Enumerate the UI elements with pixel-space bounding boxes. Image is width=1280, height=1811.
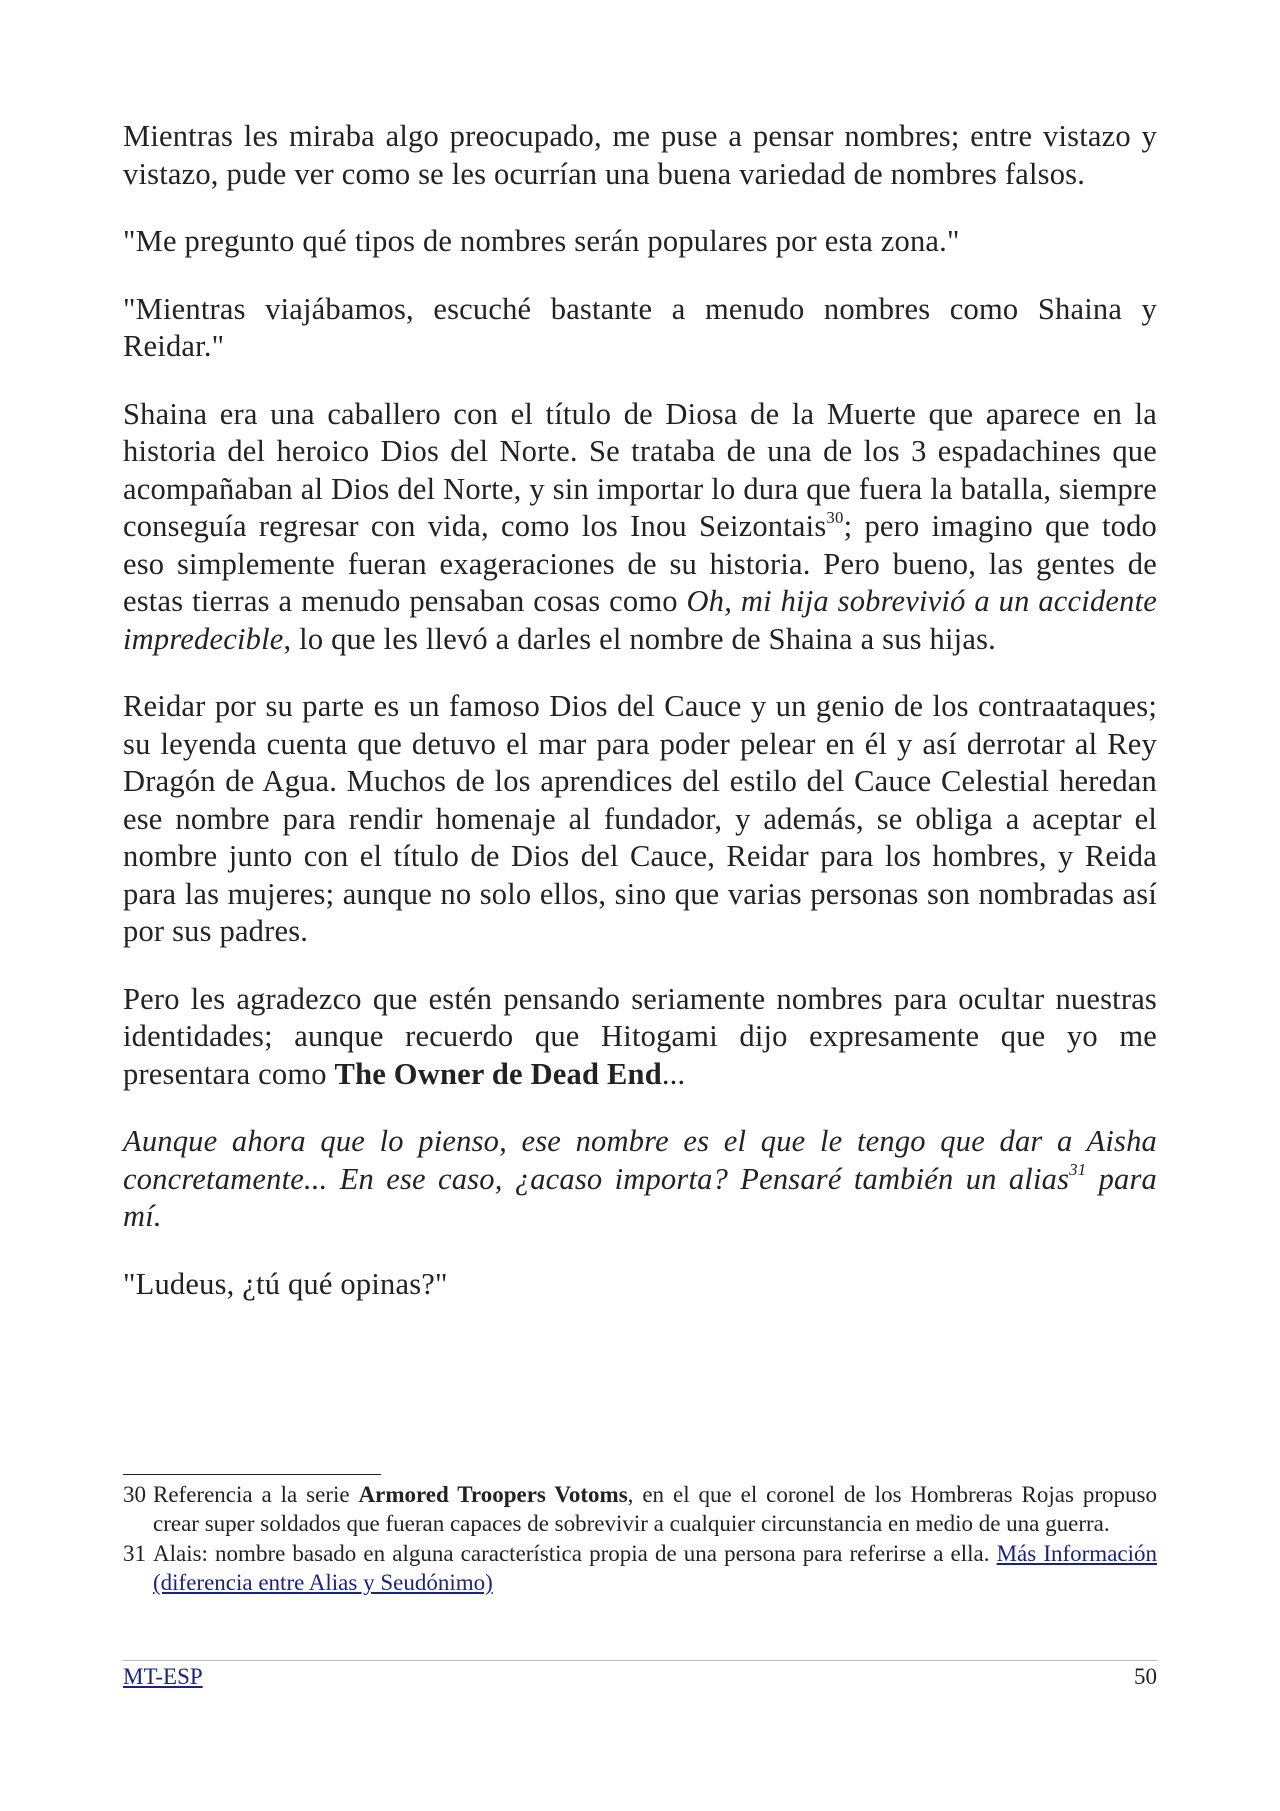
paragraph-4-italic: Oh, mi hija sobrevivió a un accidente impredecible <box>123 584 1158 656</box>
footnote-30-text <box>153 1480 1157 1538</box>
paragraph-5 <box>123 688 1157 951</box>
footnotes <box>123 1480 1157 1598</box>
page-body <box>123 118 1157 1333</box>
paragraph-2 <box>123 223 1157 261</box>
footnote-31-link[interactable]: Más Información (diferencia entre Alias y Seudónimo) <box>153 1541 1157 1595</box>
paragraph-6-text-a: Pero les agradezco que estén pensando seriamente nombres para ocultar nuestras identidades; aunque recuerdo que Hitogami dijo expresamente que yo me presentara como <box>123 981 1157 1091</box>
footnote-30-bold: Armored Troopers Votoms <box>358 1482 628 1507</box>
footnote-30-number: 30 <box>123 1482 146 1507</box>
paragraph-7-text-b: para mí. <box>123 1161 1157 1233</box>
paragraph-4 <box>123 396 1157 659</box>
paragraph-8-text: "Ludeus, ¿tú qué opinas?" <box>123 1266 448 1301</box>
paragraph-3-text: "Mientras viajábamos, escuché bastante a menudo nombres como Shaina y Reidar." <box>123 291 1157 363</box>
footnote-31-text-a: Alais: nombre basado en alguna característica propia de una persona para referirse a ella. <box>153 1541 997 1566</box>
footnote-30 <box>123 1480 1157 1538</box>
footnote-31-number: 31 <box>123 1541 146 1566</box>
footnote-ref-31[interactable]: 31 <box>1069 1160 1087 1180</box>
footnote-separator <box>123 1474 381 1475</box>
paragraph-6-bold: The Owner de Dead End <box>334 1056 662 1091</box>
paragraph-6 <box>123 981 1157 1094</box>
paragraph-4-text-c: , lo que les llevó a darles el nombre de Shaina a sus hijas. <box>283 621 996 656</box>
paragraph-1-text: Mientras les miraba algo preocupado, me puse a pensar nombres; entre vistazo y vistazo, pude ver como se les ocurrían una buena variedad de nombres falsos. <box>123 119 1157 191</box>
paragraph-7 <box>123 1123 1157 1236</box>
paragraph-4-text-a: Shaina era una caballero con el título de Diosa de la Muerte que aparece en la historia del heroico Dios del Norte. Se trataba de una de los 3 espadachines que acompañaban al Dios del Norte, y sin importar lo dura que fuera la batalla, siempre conseguía regresar con vida, como los Inou Seizontais <box>123 396 1157 543</box>
footnote-ref-30[interactable]: 30 <box>826 507 844 527</box>
paragraph-8 <box>123 1266 1157 1304</box>
footer-site-link[interactable]: MT-ESP <box>123 1664 203 1689</box>
footer-separator <box>123 1660 1157 1661</box>
footnote-31 <box>123 1539 1157 1597</box>
paragraph-7-text-a: Aunque ahora que lo pienso, ese nombre es el que le tengo que dar a Aisha concretamente... En ese caso, ¿acaso importa? Pensaré también un alias <box>123 1124 1157 1196</box>
page-number: 50 <box>1134 1664 1157 1689</box>
paragraph-5-text: Reidar por su parte es un famoso Dios del Cauce y un genio de los contraataques; su leyenda cuenta que detuvo el mar para poder pelear en él y así derrotar al Rey Dragón de Agua. Muchos de los aprendices del estilo del Cauce Celestial heredan ese nombre para rendir homenaje al fundador, y además, se obliga a aceptar el nombre junto con el título de Dios del Cauce, Reidar para los hombres, y Reida para las mujeres; aunque no solo ellos, sino que varias personas son nombradas así por sus padres. <box>123 689 1157 948</box>
paragraph-3 <box>123 291 1157 366</box>
paragraph-4-text-b: ; pero imagino que todo eso simplemente fueran exageraciones de su historia. Pero bueno, las gentes de estas tierras a menudo pensaban cosas como <box>123 509 1157 618</box>
paragraph-6-text-b: ... <box>661 1056 686 1091</box>
footnote-30-text-a: Referencia a la serie <box>153 1482 359 1507</box>
footnote-30-text-b: , en el que el coronel de los Hombreras Rojas propuso crear super soldados que fueran capaces de sobrevivir a cualquier circunstancia en medio de una guerra. <box>153 1482 1157 1536</box>
paragraph-1 <box>123 118 1157 193</box>
paragraph-2-text: "Me pregunto qué tipos de nombres serán populares por esta zona." <box>123 224 960 258</box>
footnote-31-text <box>153 1539 1157 1597</box>
